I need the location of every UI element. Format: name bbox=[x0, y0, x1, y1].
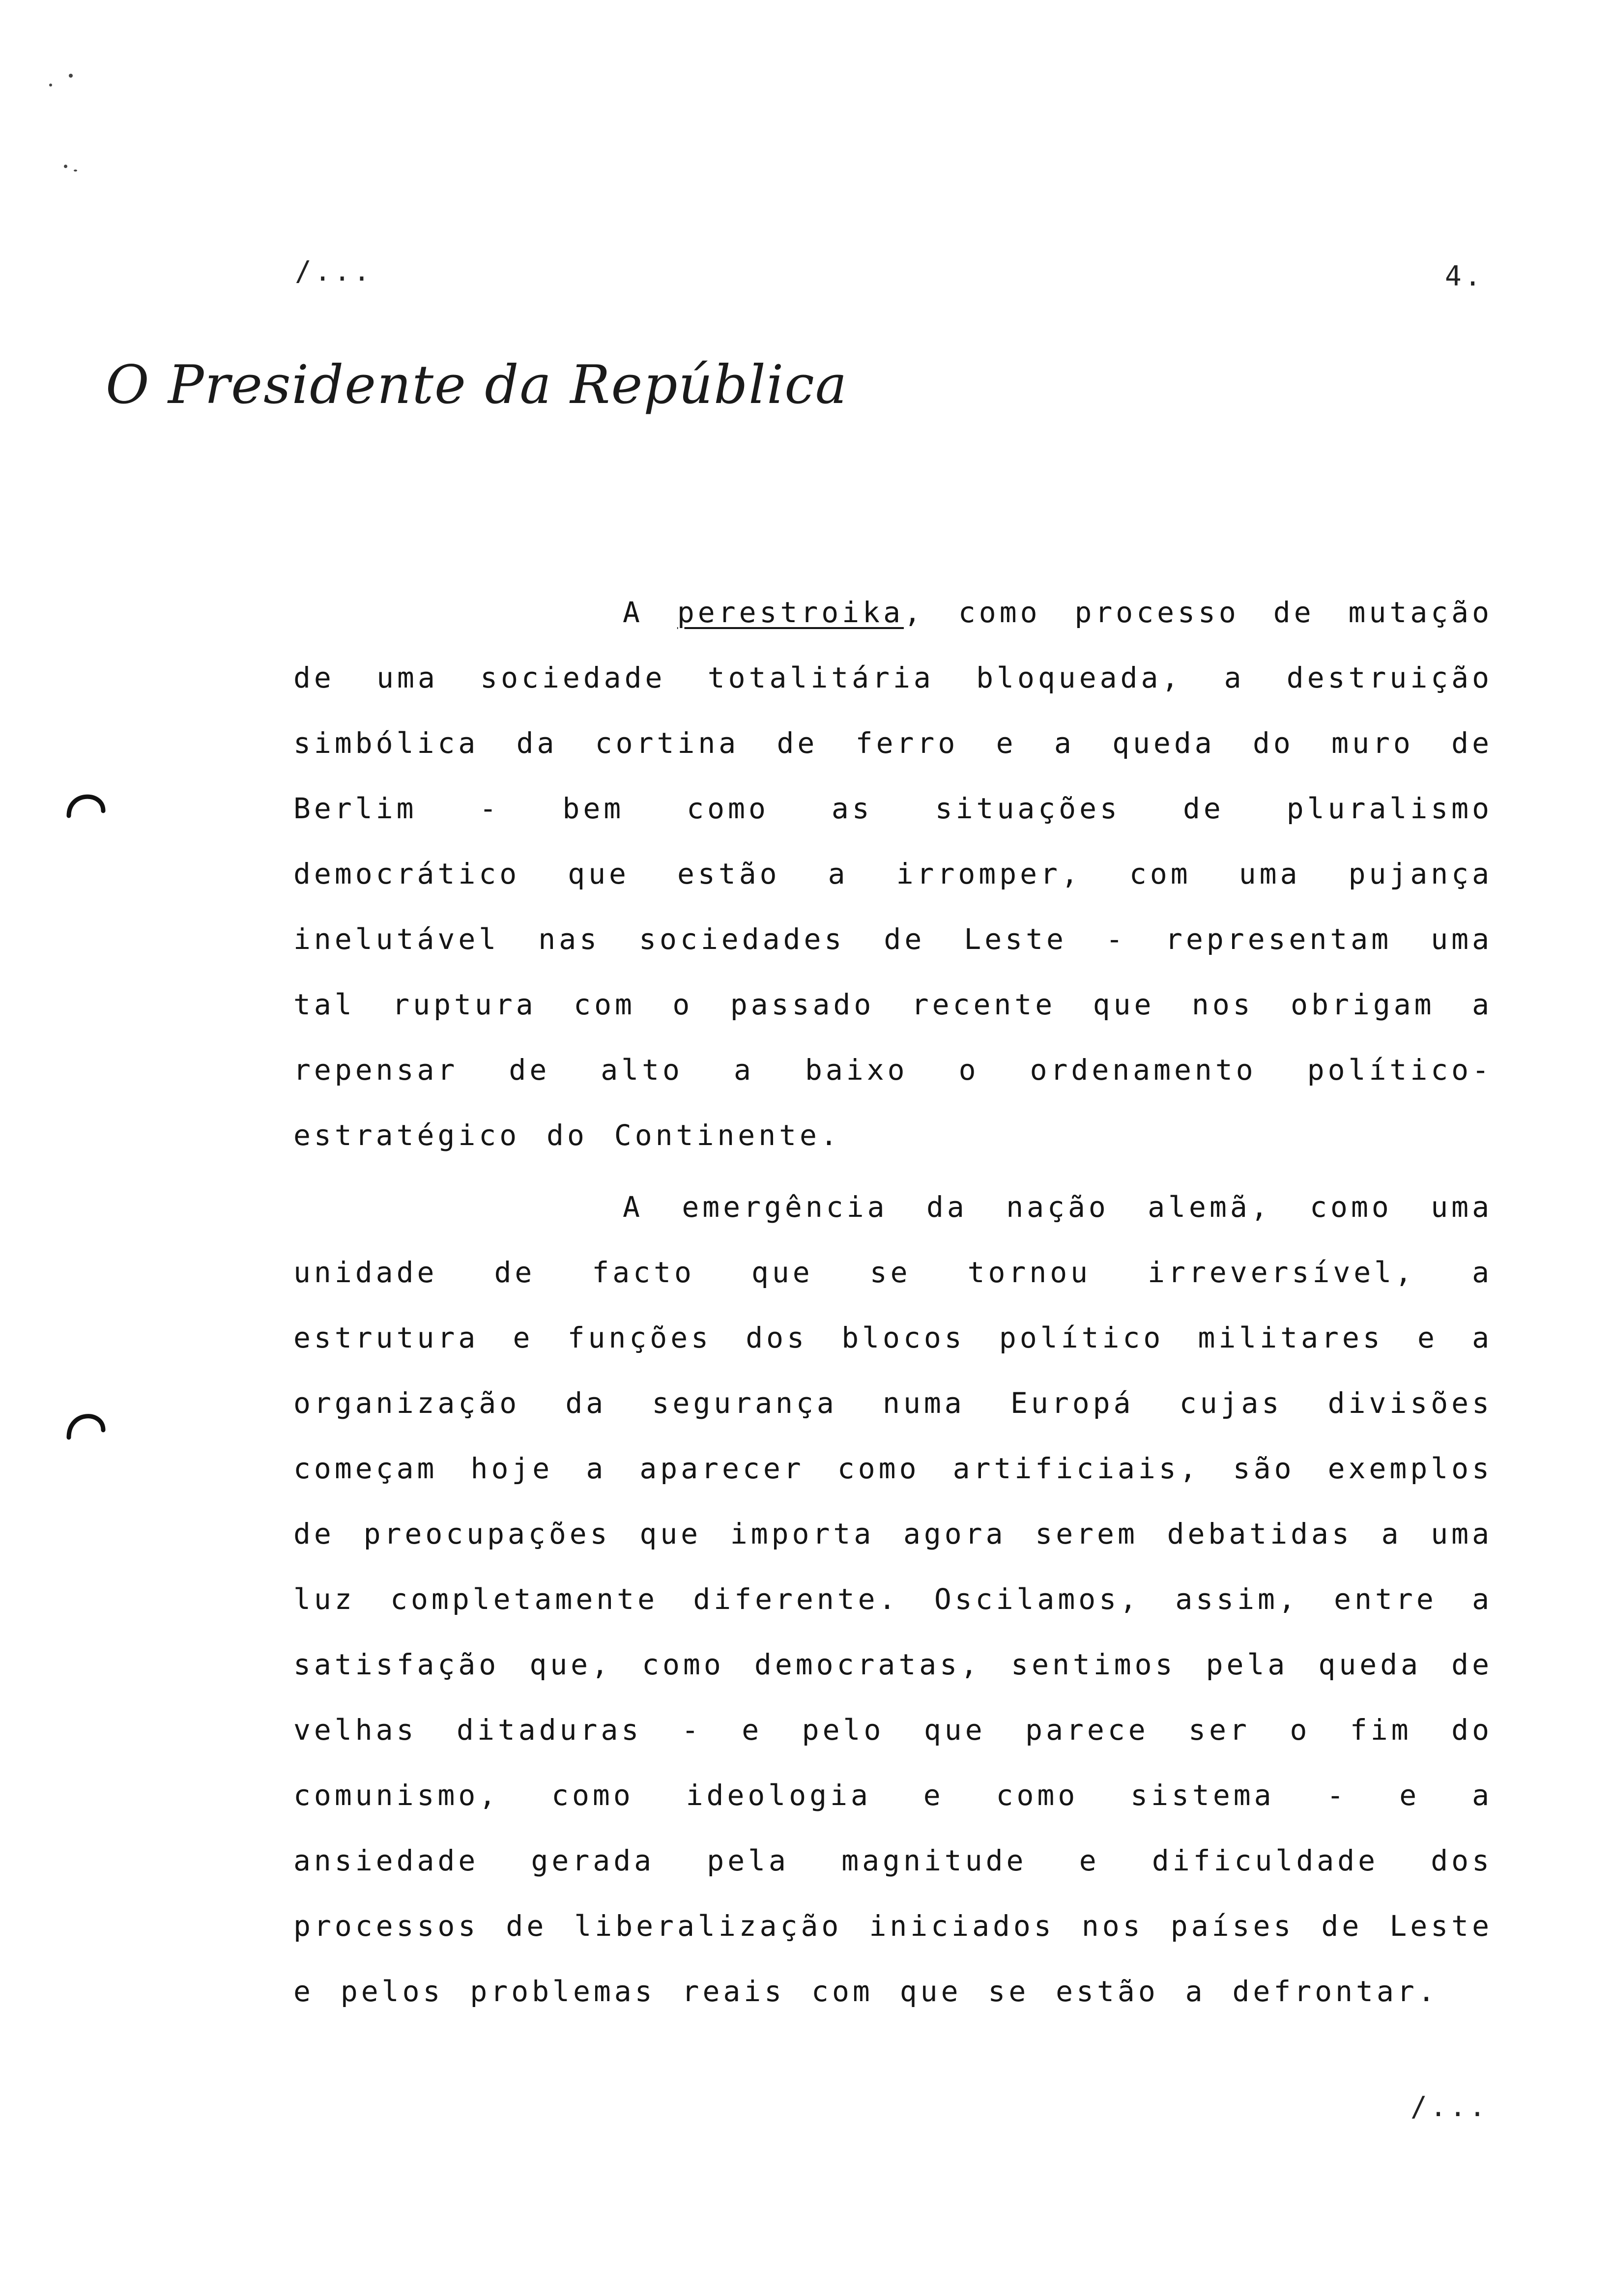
paragraph-2-text: A emergência da nação alemã, como uma unidade de facto que se tornou irreversível, a estrutura e funções dos blocos político militares e a organização da segurança numa Europá cujas divisões começam hoje a aparecer como artificiais, são exemplos de preocupações que importa agora serem debatidas a uma luz completamente diferente. Oscilamos, assim, entre a satisfação que, como democratas, sentimos pela queda de velhas ditaduras - e pelo que parece ser o fim do comunismo, como ideologia e como sistema - e a ansiedade gerada pela magnitude e dificuldade dos processos de liberalização iniciados nos países de Leste e pelos problemas reais com que se estão a defrontar. bbox=[293, 1190, 1493, 2008]
letterhead-script bbox=[106, 346, 848, 425]
paragraph-1-text bbox=[293, 580, 1493, 1168]
emphasized-term: perestroika bbox=[677, 596, 904, 629]
scan-speck bbox=[69, 74, 73, 78]
paragraph-1-lead: A bbox=[623, 596, 677, 629]
paragraph-2 bbox=[293, 1175, 1493, 2024]
continuation-marker-bottom: /... bbox=[1410, 2091, 1489, 2123]
page-number: 4. bbox=[1445, 260, 1484, 292]
scan-speck bbox=[74, 170, 77, 172]
letterhead bbox=[106, 346, 848, 425]
punch-hole-mark bbox=[64, 1401, 108, 1445]
paragraph-1-body: , como processo de mutação de uma sociedade totalitária bloqueada, a destruição simbólica da cortina de ferro e a queda do muro de Berlim - bem como as situações de pluralismo democrático que estão a irromper, com uma pujança inelutável nas sociedades de Leste - representam uma tal ruptura com o passado recente que nos obrigam a repensar de alto a baixo o ordenamento político-estratégico do Continente. bbox=[293, 596, 1493, 1152]
scan-speck bbox=[49, 84, 52, 86]
punch-hole-mark bbox=[64, 781, 108, 826]
letterhead-title: O Presidente da República bbox=[106, 354, 848, 416]
scan-speck bbox=[64, 165, 67, 168]
paragraph-1 bbox=[293, 580, 1493, 1168]
continuation-marker-top: /... bbox=[295, 256, 373, 287]
